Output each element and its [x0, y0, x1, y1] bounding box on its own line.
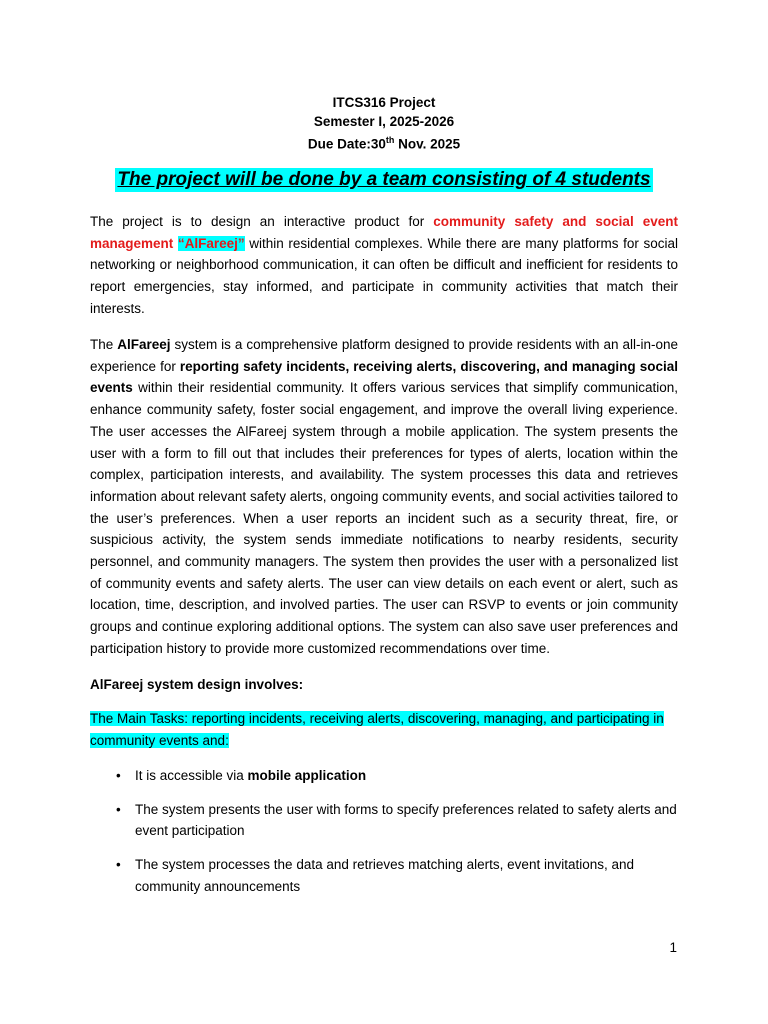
bullet-icon: •: [116, 857, 121, 873]
page-title: The project will be done by a team consisting of 4 students: [117, 169, 651, 190]
page-number: 1: [669, 940, 677, 955]
main-tasks: The Main Tasks: reporting incidents, receiving alerts, discovering, managing, and participating in community events and:: [90, 711, 664, 748]
document-header: [0, 93, 768, 154]
list-item: • The system processes the data and retrieves matching alerts, event invitations, and community announcements: [90, 854, 678, 897]
due-date: Due Date:30th Nov. 2025: [307, 135, 461, 152]
list-item: • The system presents the user with forms to specify preferences related to safety alerts and event participation: [90, 799, 678, 842]
paragraph-system: The AlFareej system is a comprehensive platform designed to provide residents with an all-in-one experience for reporting safety incidents, receiving alerts, discovering, and managing social events within their residential community. It offers various services that simplify communication, enhance community safety, foster social engagement, and improve the overall living experience. The user accesses the AlFareej system through a mobile application. The system presents the user with a form to fill out that includes their preferences for types of alerts, location within the complex, participation interests, and availability. The system processes this data and retrieves information about relevant safety alerts, ongoing community events, and social activities tailored to the user’s preferences. When a user reports an incident such as a security threat, fire, or suspicious activity, the system sends immediate notifications to nearby residents, security personnel, and community managers. The system then provides the user with a personalized list of community events and safety alerts. The user can view details on each event or alert, such as location, time, description, and involved parties. The user can RSVP to events or join community groups and continue exploring additional options. The system can also save user preferences and participation history to provide more customized recommendations over time.: [90, 337, 679, 656]
list-item: • It is accessible via mobile application: [90, 765, 678, 787]
highlight-community-safety: community safety and social event management: [90, 214, 678, 251]
highlight-alfareej: “AlFareej”: [177, 235, 245, 251]
title-wrap: [0, 168, 768, 192]
course-code: ITCS316 Project: [332, 95, 436, 110]
paragraph-intro: The project is to design an interactive product for community safety and social event management “AlFareej” within residential complexes. While there are many platforms for social networking or neighborhood communication, it can often be difficult and inefficient for residents to report emergencies, stay informed, and participate in community activities that match their interests.: [90, 214, 678, 316]
semester: Semester I, 2025-2026: [313, 114, 455, 129]
bullet-icon: •: [116, 801, 121, 817]
bullet-list: [90, 765, 678, 910]
bullet-icon: •: [116, 768, 121, 783]
design-heading: AlFareej system design involves:: [90, 677, 304, 692]
